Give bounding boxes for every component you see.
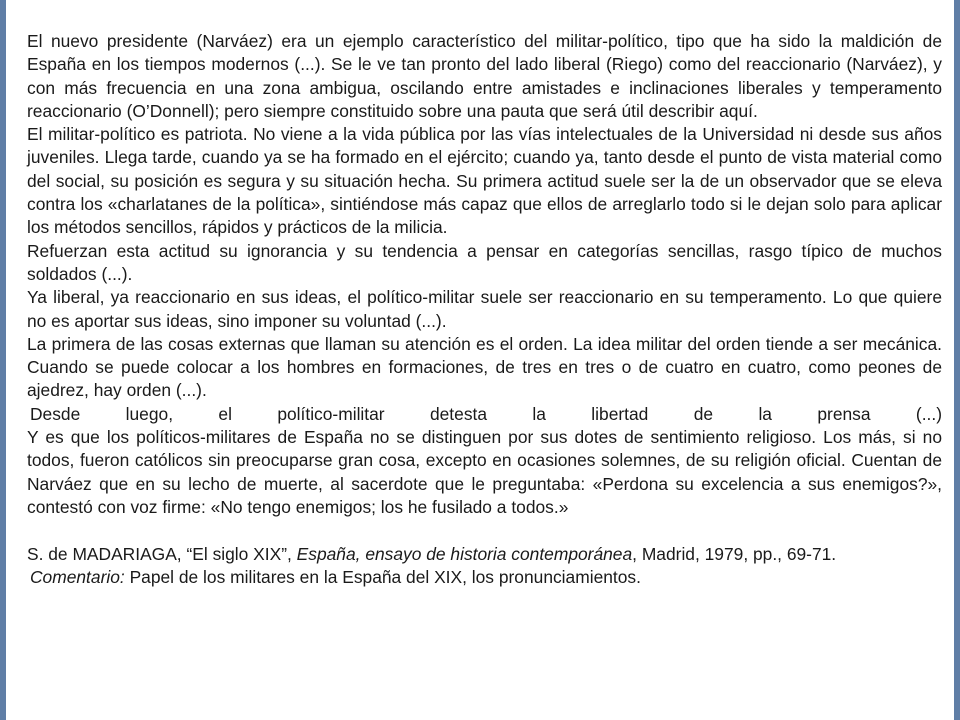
comment-text: Papel de los militares en la España del XIX, los pronunciamientos. (124, 566, 641, 587)
spacer (27, 519, 942, 542)
comment (27, 566, 942, 589)
paragraph-4: Ya liberal, ya reaccionario en sus ideas, el político-militar suele ser reaccionario en su temperamento. Lo que quiere no es aportar sus ideas, sino imponer su voluntad (...). (27, 287, 942, 331)
paragraph-3: Refuerzan esta actitud su ignorancia y su tendencia a pensar en categorías sencillas, rasgo típico de muchos soldados (...). (27, 240, 942, 284)
comment-label: Comentario: (30, 566, 125, 587)
paragraph-7: Y es que los políticos-militares de España no se distinguen por sus dotes de sentimiento religioso. Los más, si no todos, fueron católicos sin preocuparse gran cosa, excepto en ocasiones solemnes, de su religión oficial. Cuentan de Narváez que en su lecho de muerte, al sacerdote que le preguntaba: «Perdona su excelencia a sus enemigos?», contestó con voz firme: «No tengo enemigos; los he fusilado a todos.» (27, 427, 942, 517)
paragraph-1: El nuevo presidente (Narváez) era un ejemplo característico del militar-político, tipo que ha sido la maldición de España en los tiempos modernos (...). Se le ve tan pronto del lado liberal (Riego) como del reaccionario (Narváez), y con más frecuencia en una zona ambigua, oscilando entre amistades e inclinaciones liberales y temperamento reaccionario (O’Donnell); pero siempre constituido sobre una pauta que será útil describir aquí. (27, 31, 942, 121)
paragraph-2: El militar-político es patriota. No viene a la vida pública por las vías intelectuales de la Universidad ni desde sus años juveniles. Llega tarde, cuando ya se ha formado en el ejército; cuando ya, tanto desde el punto de vista material como del social, su posición es segura y su situación hecha. Su primera actitud suele ser la de un observador que se eleva contra los «charlatanes de la política», sintiéndose más capaz que ellos de arreglarlo todo si le dejan solo para aplicar los métodos sencillos, rápidos y prácticos de la milicia. (27, 124, 942, 238)
document-body (27, 30, 942, 589)
document-page (6, 0, 954, 720)
citation (27, 543, 942, 566)
paragraph-6: Desde luego, el político-militar detesta la libertad de la prensa (...) (30, 403, 942, 424)
citation-author: S. de MADARIAGA, (27, 543, 182, 564)
paragraph-5: La primera de las cosas externas que llaman su atención es el orden. La idea militar del orden tiende a ser mecánica. Cuando se puede colocar a los hombres en formaciones, de tres en tres o de cuatro en cuatro, como peones de ajedrez, hay orden (...). (27, 333, 942, 401)
citation-chapter: “El siglo XIX”, (186, 543, 292, 564)
citation-details: , Madrid, 1979, pp., 69-71. (632, 543, 837, 564)
citation-book-title: España, ensayo de historia contemporánea (296, 543, 633, 564)
